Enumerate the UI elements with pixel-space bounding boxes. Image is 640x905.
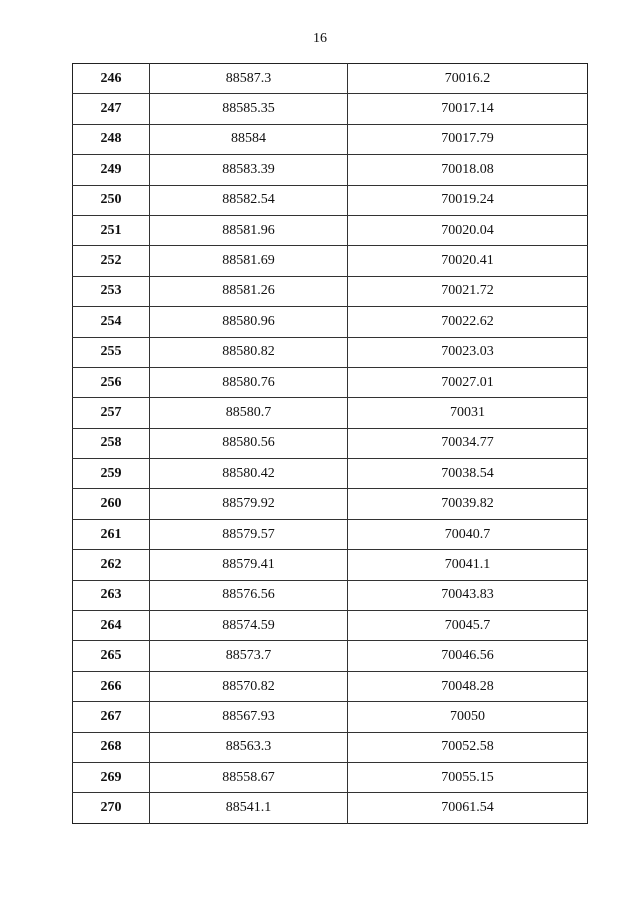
point-number-cell: 259 — [73, 459, 150, 489]
y-coordinate-cell: 70052.58 — [348, 732, 588, 762]
table-row — [73, 215, 588, 245]
point-number-cell: 269 — [73, 762, 150, 792]
x-coordinate-cell: 88582.54 — [150, 185, 348, 215]
y-coordinate-cell: 70017.79 — [348, 124, 588, 154]
y-coordinate-cell: 70017.14 — [348, 94, 588, 124]
table-row — [73, 793, 588, 823]
table-row — [73, 428, 588, 458]
page-number: 16 — [313, 31, 327, 46]
y-coordinate-cell: 70018.08 — [348, 155, 588, 185]
y-coordinate-cell: 70043.83 — [348, 580, 588, 610]
x-coordinate-cell: 88580.76 — [150, 367, 348, 397]
point-number-cell: 252 — [73, 246, 150, 276]
x-coordinate-cell: 88579.92 — [150, 489, 348, 519]
x-coordinate-cell: 88587.3 — [150, 64, 348, 94]
point-number-cell: 261 — [73, 519, 150, 549]
point-number-cell: 265 — [73, 641, 150, 671]
x-coordinate-cell: 88581.96 — [150, 215, 348, 245]
table-row — [73, 94, 588, 124]
table-row — [73, 611, 588, 641]
x-coordinate-cell: 88573.7 — [150, 641, 348, 671]
point-number-cell: 263 — [73, 580, 150, 610]
y-coordinate-cell: 70019.24 — [348, 185, 588, 215]
x-coordinate-cell: 88580.7 — [150, 398, 348, 428]
y-coordinate-cell: 70034.77 — [348, 428, 588, 458]
y-coordinate-cell: 70041.1 — [348, 550, 588, 580]
point-number-cell: 246 — [73, 64, 150, 94]
coordinates-table-body — [73, 64, 588, 824]
y-coordinate-cell: 70046.56 — [348, 641, 588, 671]
x-coordinate-cell: 88567.93 — [150, 702, 348, 732]
table-row — [73, 580, 588, 610]
y-coordinate-cell: 70061.54 — [441, 800, 494, 816]
y-coordinate-cell: 70050 — [348, 702, 588, 732]
point-number-cell: 270 — [73, 793, 150, 823]
point-number-cell: 250 — [73, 185, 150, 215]
x-coordinate-cell: 88576.56 — [150, 580, 348, 610]
point-number-cell: 247 — [73, 94, 150, 124]
x-coordinate-cell: 88580.96 — [150, 307, 348, 337]
x-coordinate-cell: 88541.1 — [150, 793, 348, 823]
point-number-cell: 266 — [73, 671, 150, 701]
y-coordinate-cell: 70048.28 — [348, 671, 588, 701]
table-row — [73, 155, 588, 185]
table-row — [73, 459, 588, 489]
table-row — [73, 762, 588, 792]
point-number-cell: 254 — [73, 307, 150, 337]
x-coordinate-cell: 88574.59 — [150, 611, 348, 641]
table-row — [73, 276, 588, 306]
table-row — [73, 64, 588, 94]
table-row — [73, 702, 588, 732]
table-row — [73, 489, 588, 519]
y-coordinate-cell: 70031 — [348, 398, 588, 428]
table-row — [73, 732, 588, 762]
x-coordinate-cell: 88584 — [150, 124, 348, 154]
table-row — [73, 641, 588, 671]
x-coordinate-cell: 88579.57 — [150, 519, 348, 549]
table-row — [73, 398, 588, 428]
table-row — [73, 337, 588, 367]
y-coordinate-cell: 70022.62 — [348, 307, 588, 337]
y-coordinate-cell: 70038.54 — [348, 459, 588, 489]
y-coordinate-cell: 70045.7 — [348, 611, 588, 641]
y-coordinate-cell: 70040.7 — [348, 519, 588, 549]
y-coordinate-cell: 70016.2 — [348, 64, 588, 94]
y-coordinate-cell: 70039.82 — [348, 489, 588, 519]
y-coordinate-cell: 70027.01 — [348, 367, 588, 397]
point-number-cell: 251 — [73, 215, 150, 245]
point-number-cell: 262 — [73, 550, 150, 580]
x-coordinate-cell: 88581.69 — [150, 246, 348, 276]
point-number-cell: 260 — [73, 489, 150, 519]
point-number-cell: 255 — [73, 337, 150, 367]
x-coordinate-cell: 88579.41 — [150, 550, 348, 580]
y-coordinate-cell: 70020.41 — [348, 246, 588, 276]
y-coordinate-cell: 70055.15 — [348, 762, 588, 792]
x-coordinate-cell: 88583.39 — [150, 155, 348, 185]
x-coordinate-cell: 88580.42 — [150, 459, 348, 489]
y-coordinate-cell: 70020.04 — [348, 215, 588, 245]
table-row — [73, 671, 588, 701]
x-coordinate-cell: 88570.82 — [150, 671, 348, 701]
point-number-cell: 257 — [73, 398, 150, 428]
table-row — [73, 519, 588, 549]
x-coordinate-cell: 88580.56 — [150, 428, 348, 458]
y-coordinate-cell: 70021.72 — [348, 276, 588, 306]
point-number-cell: 268 — [73, 732, 150, 762]
table-row — [73, 124, 588, 154]
point-number-cell: 258 — [73, 428, 150, 458]
point-number-cell: 264 — [73, 611, 150, 641]
coordinates-table — [72, 63, 588, 824]
point-number-cell: 248 — [73, 124, 150, 154]
x-coordinate-cell: 88581.26 — [150, 276, 348, 306]
y-coordinate-cell: 70023.03 — [348, 337, 588, 367]
x-coordinate-cell: 88585.35 — [150, 94, 348, 124]
x-coordinate-cell: 88580.82 — [150, 337, 348, 367]
table-row — [73, 550, 588, 580]
point-number-cell: 253 — [73, 276, 150, 306]
point-number-cell: 267 — [73, 702, 150, 732]
table-row — [73, 307, 588, 337]
x-coordinate-cell: 88563.3 — [150, 732, 348, 762]
x-coordinate-cell: 88558.67 — [150, 762, 348, 792]
point-number-cell: 249 — [73, 155, 150, 185]
table-row — [73, 185, 588, 215]
point-number-cell: 256 — [73, 367, 150, 397]
table-row — [73, 367, 588, 397]
table-row — [73, 246, 588, 276]
